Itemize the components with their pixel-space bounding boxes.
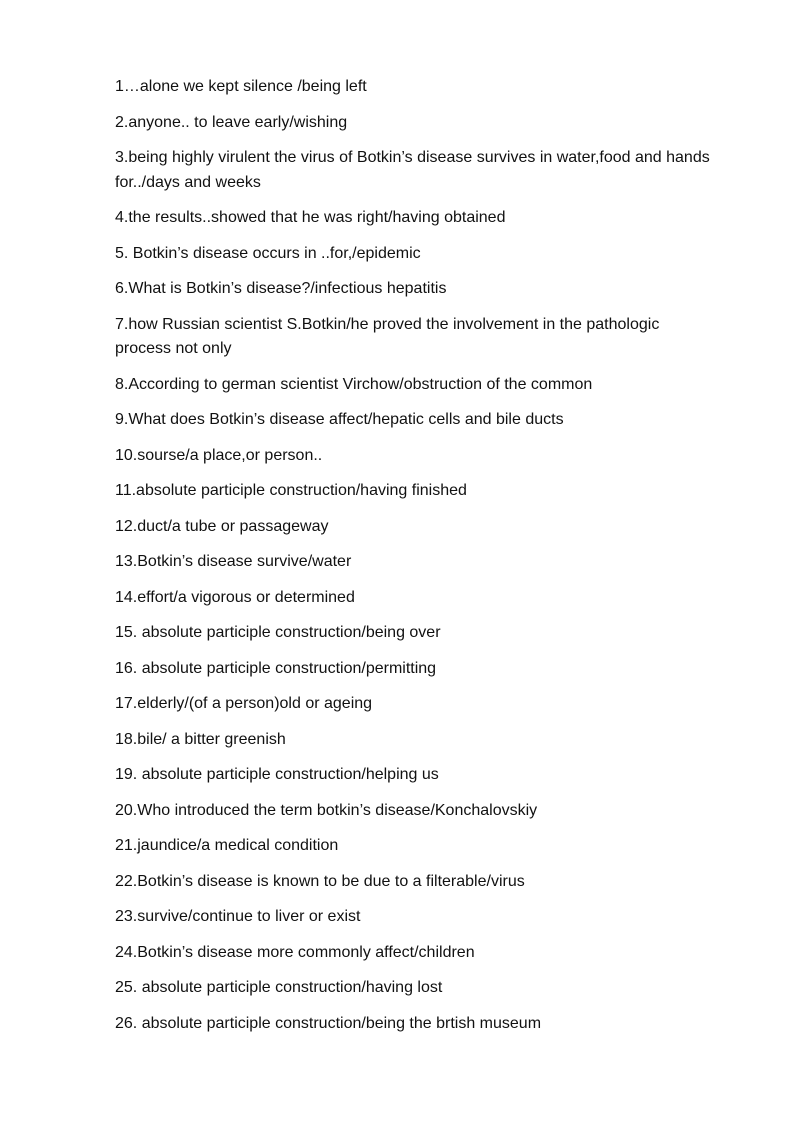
list-item: 25. absolute participle construction/having lost (115, 979, 443, 996)
document-body (115, 75, 715, 1047)
list-item: 10.sourse/a place,or person.. (115, 446, 323, 464)
list-item: 20.Who introduced the term botkin’s disease/Konchalovskiy (115, 801, 538, 819)
list-item: 22.Botkin’s disease is known to be due to a filterable/virus (115, 872, 525, 890)
list-item: 13.Botkin’s disease survive/water (115, 553, 352, 570)
list-item: 2.anyone.. to leave early/wishing (115, 113, 348, 131)
list-item: 1…alone we kept silence /being left (115, 78, 367, 95)
list-item: 16. absolute participle construction/permitting (115, 659, 437, 677)
list-item: 24.Botkin’s disease more commonly affect/children (115, 943, 475, 961)
list-item: 14.effort/a vigorous or determined (115, 588, 355, 606)
list-item: 15. absolute participle construction/being over (115, 624, 441, 641)
list-item: 9.What does Botkin’s disease affect/hepatic cells and bile ducts (115, 411, 564, 428)
list-item: 8.According to german scientist Virchow/obstruction of the common (115, 375, 593, 393)
list-item: 6.What is Botkin’s disease?/infectious hepatitis (115, 280, 447, 297)
list-item: 3.being highly virulent the virus of Botkin’s disease survives in water,food and hands for../days and weeks (115, 149, 710, 191)
list-item: 19. absolute participle construction/helping us (115, 766, 439, 783)
list-item: 4.the results..showed that he was right/having obtained (115, 209, 506, 226)
list-item: 18.bile/ a bitter greenish (115, 730, 286, 748)
list-item: 11.absolute participle construction/having finished (115, 482, 467, 499)
list-item: 23.survive/continue to liver or exist (115, 908, 361, 925)
list-item: 17.elderly/(of a person)old or ageing (115, 695, 373, 712)
list-item: 5. Botkin’s disease occurs in ..for,/epidemic (115, 244, 421, 262)
list-item: 7.how Russian scientist S.Botkin/he proved the involvement in the pathologic process not only (115, 315, 660, 357)
list-item: 21.jaundice/a medical condition (115, 837, 339, 854)
list-item: 26. absolute participle construction/being the brtish museum (115, 1014, 542, 1032)
list-item: 12.duct/a tube or passageway (115, 517, 329, 535)
